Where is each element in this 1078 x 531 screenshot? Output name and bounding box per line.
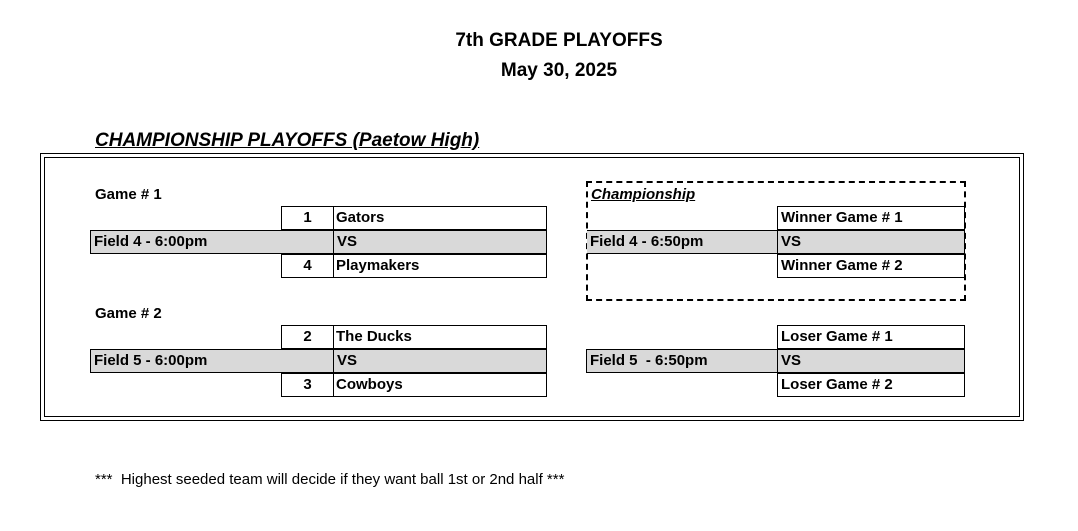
page-title: 7th GRADE PLAYOFFS (455, 30, 663, 51)
game2-seed-bottom: 3 (281, 373, 334, 397)
championship-team-bottom: Winner Game # 2 (777, 254, 965, 278)
game2-team-bottom: Cowboys (333, 373, 547, 397)
game2-field: Field 5 - 6:00pm (90, 349, 281, 373)
championship-field: Field 4 - 6:50pm (587, 230, 778, 254)
championship-team-top: Winner Game # 1 (777, 206, 965, 230)
game2-label: Game # 2 (95, 305, 162, 322)
game1-label: Game # 1 (95, 186, 162, 203)
game1-seed-bottom: 4 (281, 254, 334, 278)
page-date: May 30, 2025 (500, 60, 618, 81)
game1-vs-seed-cell (280, 230, 334, 254)
game2-team-top: The Ducks (333, 325, 547, 349)
consolation-vs: VS (777, 349, 965, 373)
game2-seed-top: 2 (281, 325, 334, 349)
game2-vs-seed-cell (280, 349, 334, 373)
consolation-team-top: Loser Game # 1 (777, 325, 965, 349)
game1-field: Field 4 - 6:00pm (90, 230, 281, 254)
consolation-team-bottom: Loser Game # 2 (777, 373, 965, 397)
footnote: *** Highest seeded team will decide if they want ball 1st or 2nd half *** (95, 471, 565, 488)
game1-seed-top: 1 (281, 206, 334, 230)
consolation-field: Field 5 - 6:50pm (586, 349, 778, 373)
game1-vs: VS (333, 230, 547, 254)
game1-team-top: Gators (333, 206, 547, 230)
championship-vs: VS (777, 230, 965, 254)
game1-team-bottom: Playmakers (333, 254, 547, 278)
championship-label: Championship (591, 186, 696, 203)
game2-vs: VS (333, 349, 547, 373)
section-title: CHAMPIONSHIP PLAYOFFS (Paetow High) (95, 130, 480, 151)
